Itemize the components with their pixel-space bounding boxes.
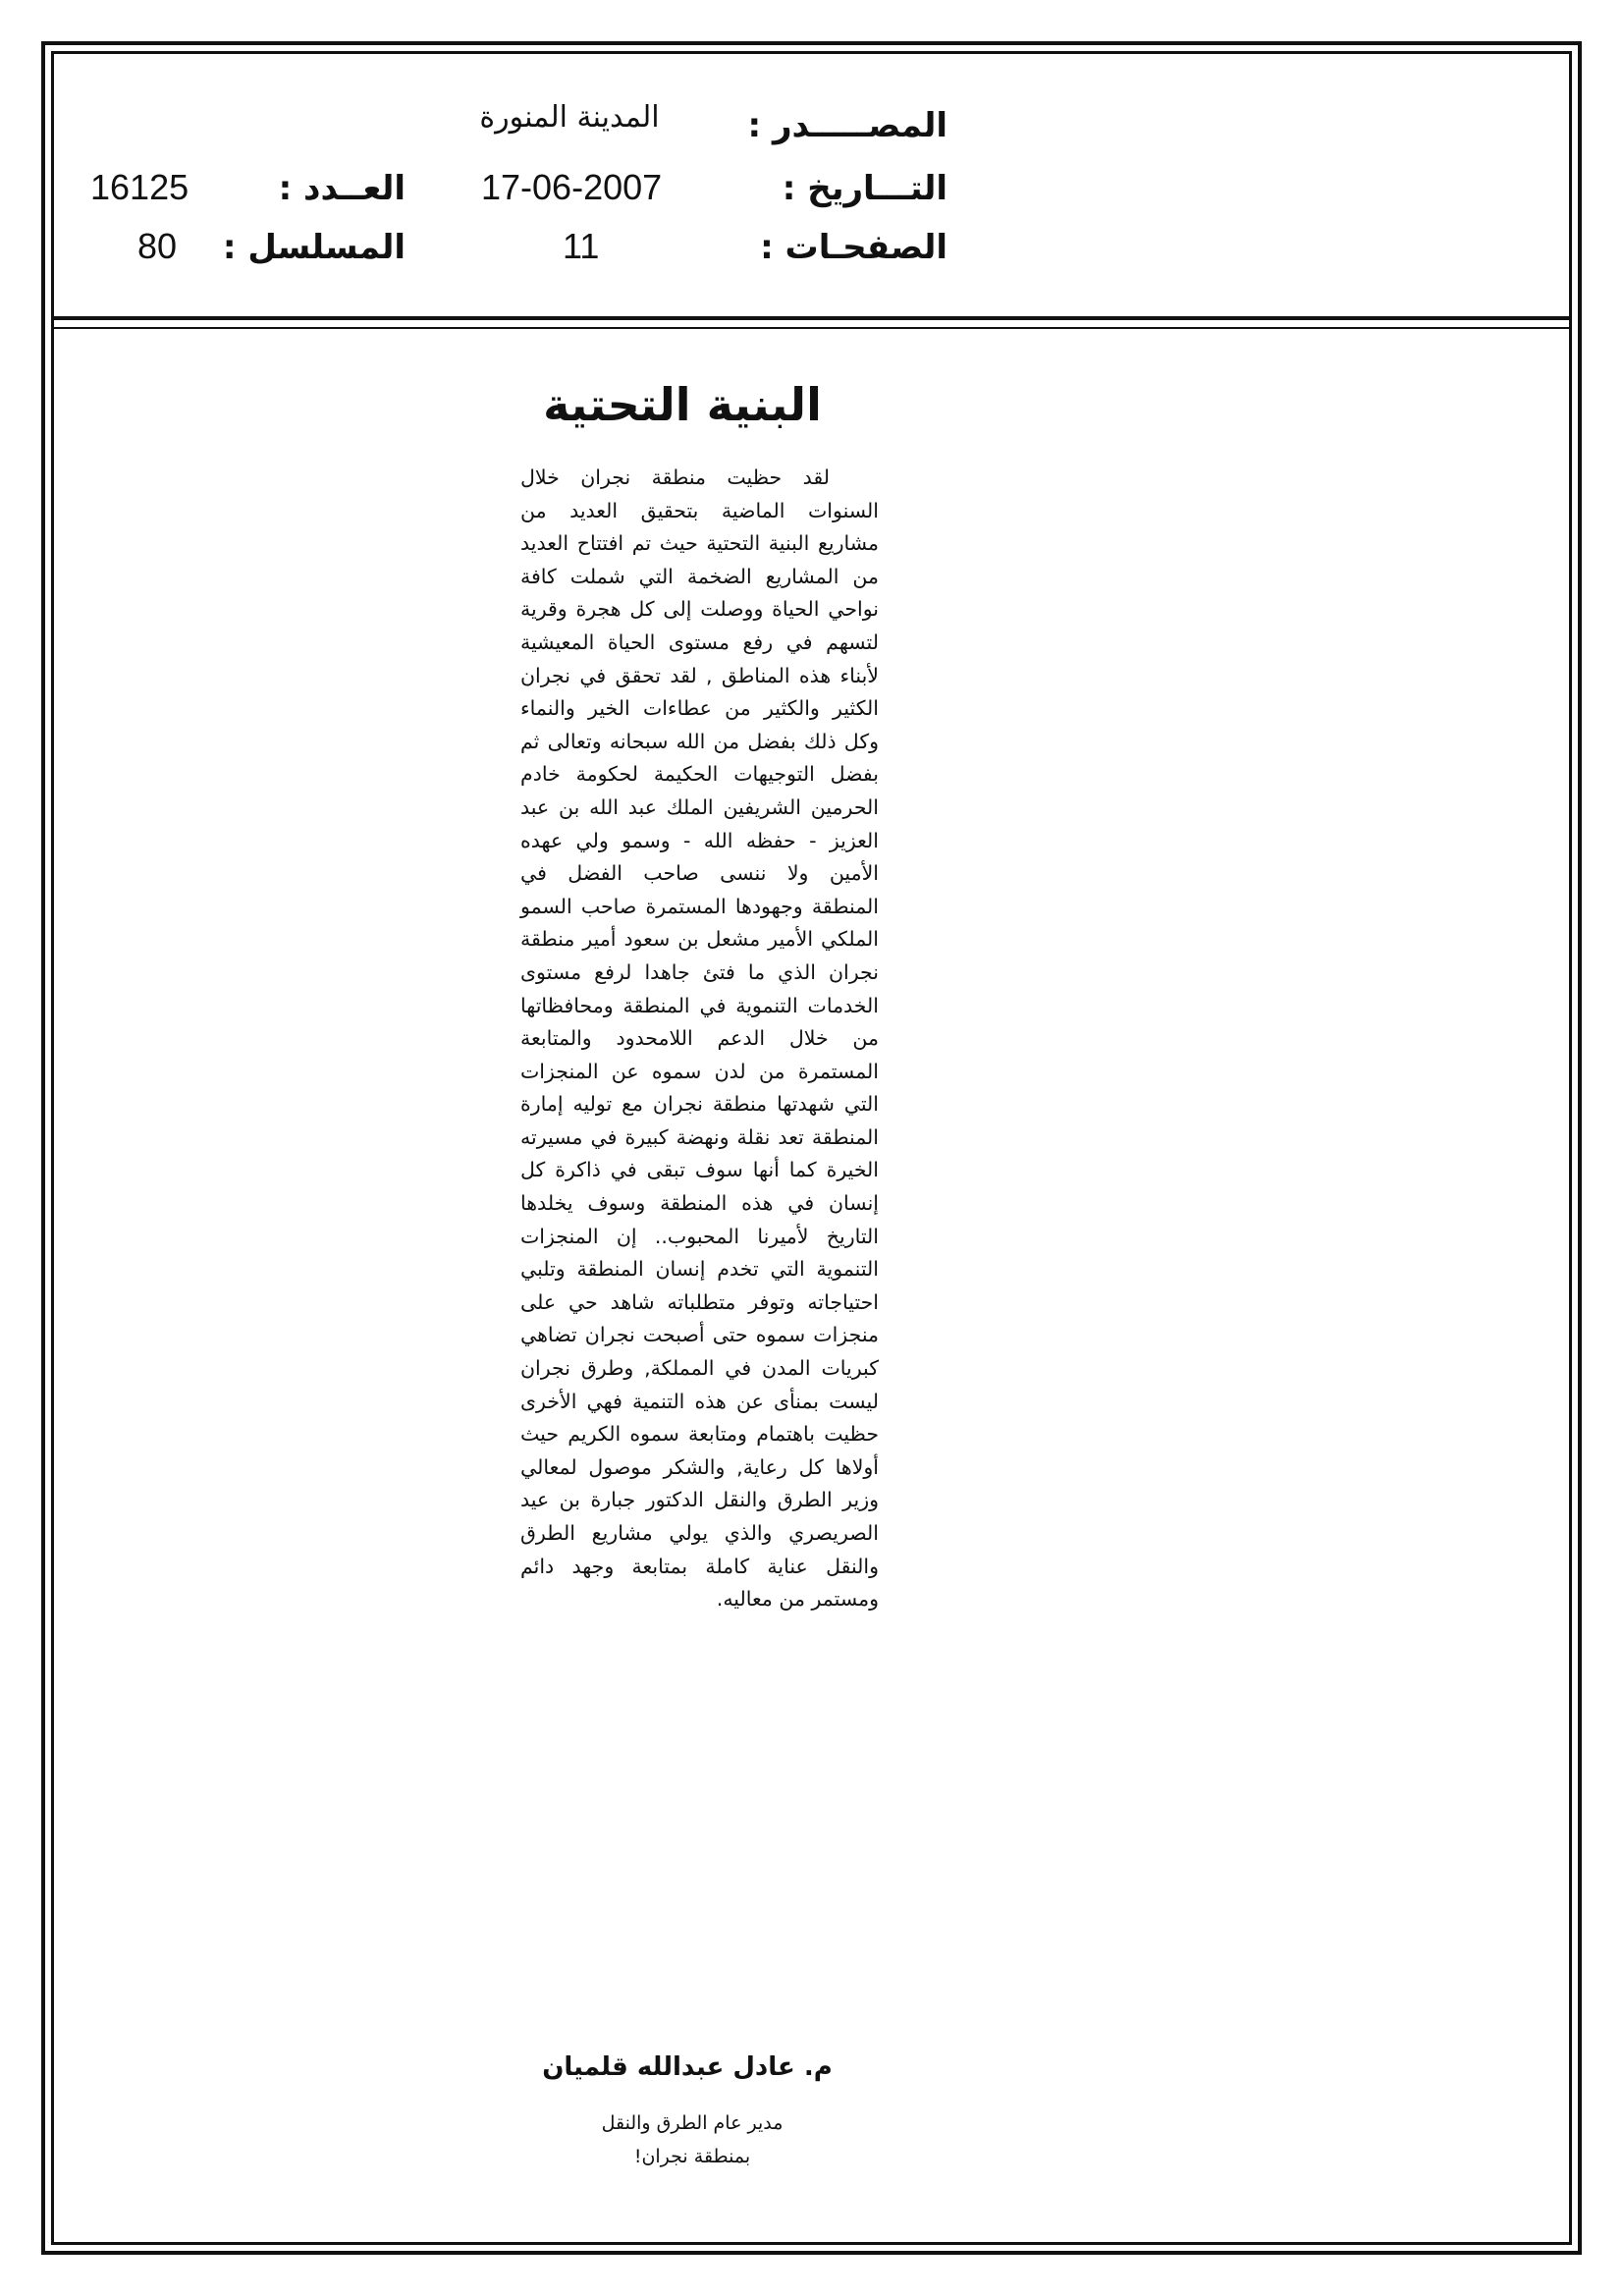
serial-label: المسلسل : bbox=[222, 228, 406, 267]
source-label: المصـــــدر : bbox=[747, 106, 947, 145]
date-label: التـــاريخ : bbox=[782, 169, 947, 208]
article-title: البنية التحتية bbox=[543, 378, 822, 431]
date-value: 17-06-2007 bbox=[481, 167, 663, 207]
header-divider bbox=[51, 316, 1572, 320]
author-name: م. عادل عبدالله قلميان bbox=[542, 2052, 833, 2082]
issue-value: 16125 bbox=[90, 167, 189, 207]
issue-label: العــدد : bbox=[278, 169, 406, 208]
pages-label: الصفحـات : bbox=[760, 228, 947, 267]
article-paragraph: لقد حظيت منطقة نجران خلال السنوات الماضية بتحقيق العديد من مشاريع البنية التحتية حيث تم افتتاح العديد من المشاريع الضخمة التي شملت كافة نواحي الحياة ووصلت إلى كل هجرة وقرية لتسهم في رفع مستوى الحياة المعيشية لأبناء هذه المناطق , لقد تحقق في نجران الكثير والكثير من عطاءات الخير والنماء وكل ذلك بفضل من الله سبحانه وتعالى ثم بفضل التوجيهات الحكيمة لحكومة خادم الحرمين الشريفين الملك عبد الله بن عبد العزيز - حفظه الله - وسمو ولي عهده الأمين ولا ننسى صاحب الفضل في المنطقة وجهودها المستمرة صاحب السمو الملكي الأمير مشعل بن سعود أمير منطقة نجران الذي ما فتئ جاهدا لرفع مستوى الخدمات التنموية في المنطقة ومحافظاتها من خلال الدعم اللامحدود والمتابعة المستمرة من لدن سموه عن المنجزات التي شهدتها منطقة نجران مع توليه إمارة المنطقة تعد نقلة ونهضة كبيرة في مسيرته الخيرة كما أنها سوف تبقى في ذاكرة كل إنسان في هذه المنطقة وسوف يخلدها التاريخ لأميرنا المحبوب.. إن المنجزات التنموية التي تخدم إنسان المنطقة وتلبي احتياجاته وتوفر متطلباته شاهد حي على منجزات سموه حتى أصبحت نجران تضاهي كبريات المدن في المملكة, وطرق نجران ليست بمنأى عن هذه التنمية فهي الأخرى حظيت باهتمام ومتابعة سموه الكريم حيث أولاها كل رعاية, والشكر موصول لمعالي وزير الطرق والنقل الدكتور جبارة بن عيد الصريصري والذي يولي مشاريع الطرق والنقل عناية كاملة بمتابعة وجهد دائم ومستمر من معاليه. bbox=[520, 465, 879, 1612]
header-divider-thin bbox=[51, 327, 1572, 329]
author-title-line-1: مدير عام الطرق والنقل bbox=[601, 2112, 784, 2134]
source-value: المدينة المنورة bbox=[479, 100, 660, 135]
author-title-line-2: بمنطقة نجران! bbox=[633, 2146, 751, 2167]
serial-value: 80 bbox=[137, 226, 178, 266]
pages-value: 11 bbox=[563, 226, 600, 266]
article-body bbox=[520, 462, 879, 1616]
author-title bbox=[589, 2106, 795, 2173]
